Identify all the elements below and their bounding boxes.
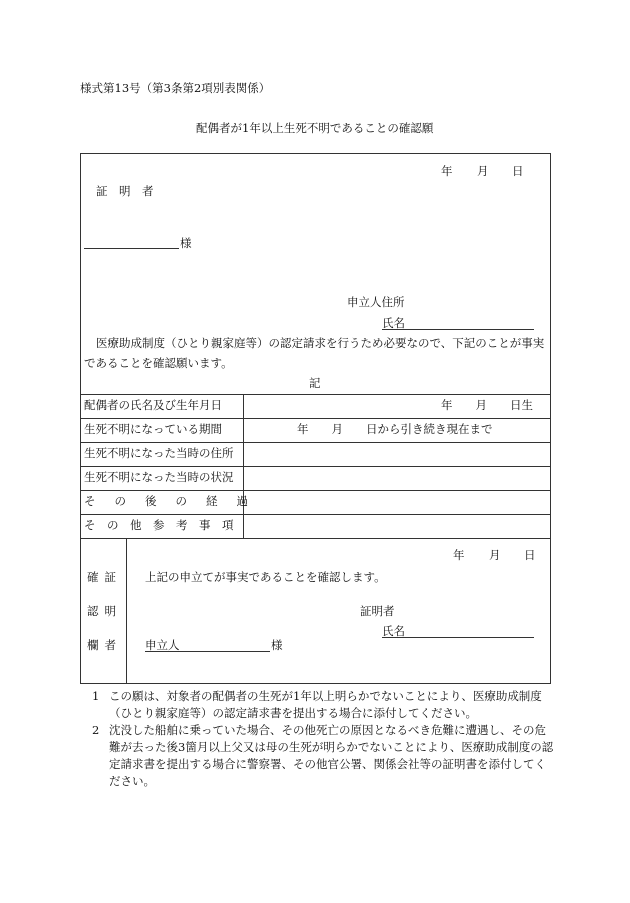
confirm-applicant-line (145, 651, 270, 652)
confirm-year: 年 (453, 548, 465, 562)
row-label-progress-text: その後の経過 (84, 494, 267, 508)
row-label-other: その他参考事項 (84, 518, 245, 532)
confirm-statement: 上記の申立てが事実であることを確認します。 (145, 570, 386, 584)
confirm-applicant-label: 申立人 (145, 638, 180, 652)
note-2-number: 2 (92, 723, 100, 737)
confirm-name-label: 氏名 (382, 624, 405, 638)
confirm-side-label-1: 確証 (87, 570, 122, 584)
applicant-name-line (382, 329, 534, 330)
note-1-text: この願は、対象者の配偶者の生死が1年以上明らかでないことにより、医療助成制度（ひとり親家庭等）の認定請求書を提出する場合に添付してください。 (109, 689, 542, 720)
row-label-spouse-name: 配偶者の氏名及び生年月日 (84, 398, 222, 412)
row-value-spouse-birth: 年 月 日生 (441, 398, 533, 412)
header-month: 月 (477, 164, 489, 178)
header-day: 日 (512, 164, 524, 178)
header-year: 年 (441, 164, 453, 178)
certifier-honorific: 様 (180, 236, 192, 250)
confirm-day: 日 (524, 548, 536, 562)
row-value-missing-period: 年 月 日から引き続き現在まで (297, 422, 493, 436)
row-label-missing-period: 生死不明になっている期間 (84, 422, 222, 436)
applicant-name-label: 氏名 (382, 316, 405, 330)
document-title: 配偶者が1年以上生死不明であることの確認願 (196, 121, 434, 135)
row-label-address: 生死不明になった当時の住所 (84, 446, 234, 460)
applicant-address-label: 申立人住所 (347, 295, 405, 309)
confirm-name-line (382, 637, 534, 638)
form-number: 様式第13号（第3条第2項別表関係） (80, 81, 271, 95)
note-2-text: 沈没した船舶に乗っていた場合、その他死亡の原因となるべき危難に遭遇し、その危難が去った後3箇月以上父又は母の生死が明らかでないことにより、医療助成制度の認定請求書を提出する場合に警察署、その他官公署、関係会社等の証明書を添付してください。 (109, 723, 554, 788)
confirm-side-label-2: 認明 (87, 604, 122, 618)
confirm-certifier-label: 証明者 (360, 604, 395, 618)
certifier-label: 証 明 者 (96, 184, 154, 198)
confirm-honorific: 様 (271, 638, 283, 652)
confirm-month: 月 (489, 548, 501, 562)
request-text: 医療助成制度（ひとり親家庭等）の認定請求を行うため必要なので、下記のことが事実であることを確認願います。 (84, 336, 545, 370)
row-label-situation: 生死不明になった当時の状況 (84, 470, 234, 484)
confirm-side-label-3: 欄者 (87, 638, 122, 652)
row-label-progress (84, 494, 267, 508)
note-1-number: 1 (92, 689, 100, 703)
certifier-name-line (84, 248, 179, 249)
ki-label: 記 (309, 376, 321, 390)
